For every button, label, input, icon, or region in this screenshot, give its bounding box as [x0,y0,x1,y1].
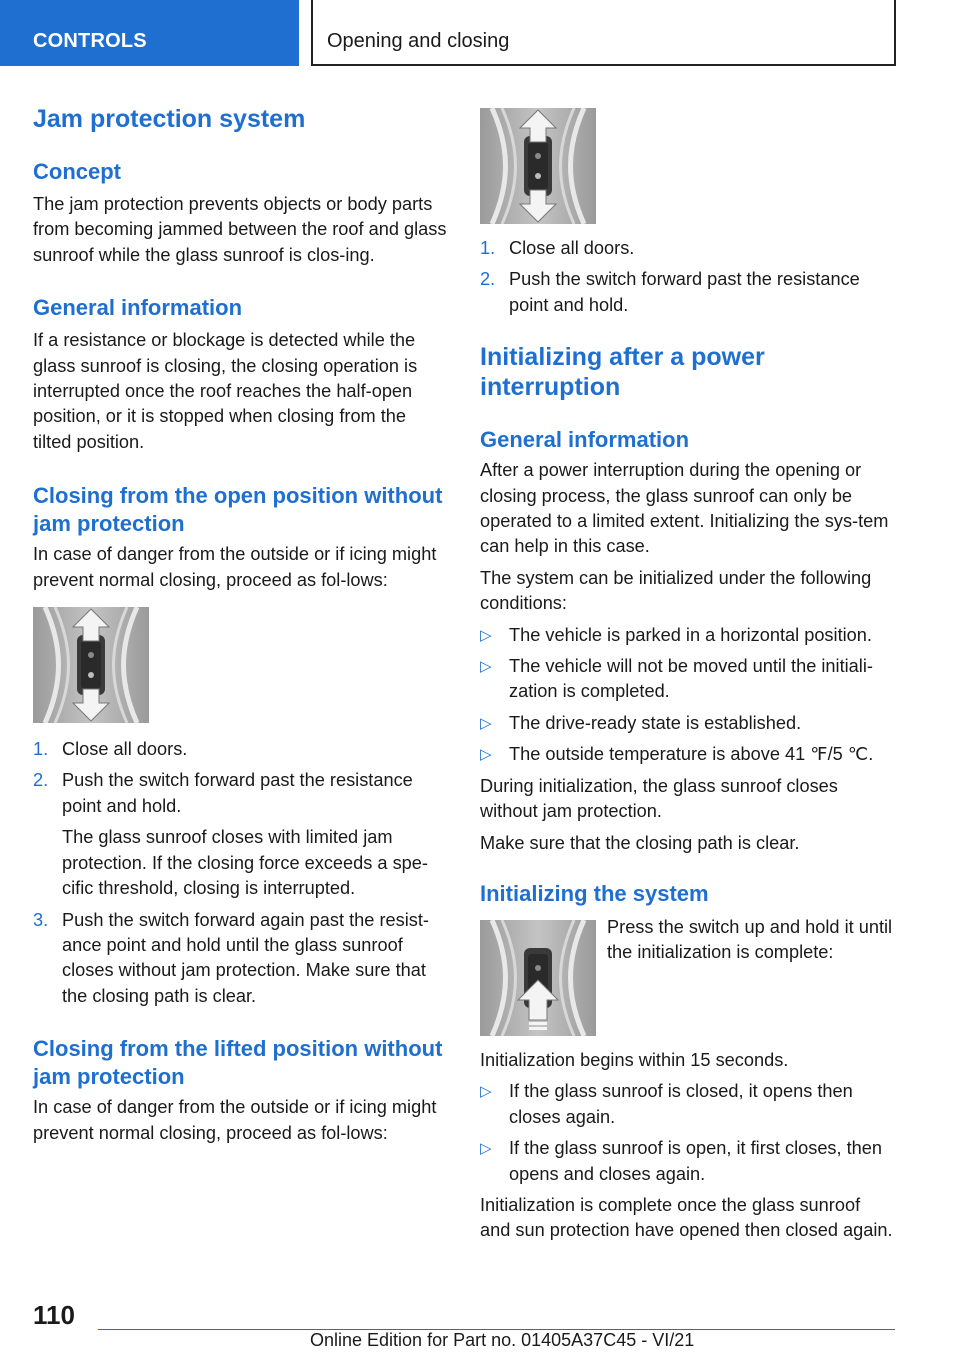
page-number: 110 [33,1300,75,1330]
init-general-heading: General information [480,427,690,453]
footer-edition: Online Edition for Part no. 01405A37C45 - VI/21 [310,1330,695,1350]
list-item: ▷ If the glass sunroof is closed, it opens then closes again. [480,1081,853,1127]
system-row [480,916,895,1036]
switch-illustration [33,607,149,723]
begins-text: Initialization begins within 15 seconds. [480,1049,789,1070]
lifted-position-steps [480,236,895,318]
system-heading: Initializing the system [480,880,709,906]
complete-text: Initialization is complete once the glass sunroof and sun protection have opened then closed again. [480,1194,893,1241]
list-item: 2. Push the switch forward past the resistance point and hold. [480,269,860,315]
open-position-heading: Closing from the open position without jam protection [33,483,443,537]
lifted-position-text: In case of danger from the outside or if icing might prevent normal closing, proceed as fol-lows: [33,1097,437,1143]
chapter-tab [311,0,896,66]
list-item: ▷ The vehicle is parked in a horizontal position. [480,624,872,645]
list-item: ▷ If the glass sunroof is open, it first closes, then opens and closes again. [480,1138,883,1184]
list-item: ▷ The drive-ready state is established. [480,712,802,733]
page-title: Jam protection system [33,105,306,133]
general-heading: General information [33,295,243,321]
lifted-position-heading: Closing from the lifted position without jam protection [33,1036,443,1090]
concept-text: The jam protection prevents objects or body parts from becoming jammed between the roof and glass sunroof while the glass sunroof is clos-ing. [33,194,447,265]
list-item: ▷ The outside temperature is above 41 ℉/5 ℃. [480,744,874,765]
switch-illustration [480,108,596,224]
section-tab [0,0,299,66]
switch-up-illustration [480,920,596,1036]
system-text: Press the switch up and hold it until the initialization is complete: [607,916,893,963]
system-bullets [480,1079,895,1187]
init-general-text: After a power interruption during the opening or closing process, the glass sunroof can only be operated to a limited extent. Initializing the sys-tem can help in this case. [480,460,889,557]
list-item: 1. Close all doors. [33,739,188,760]
list-item: 3. Push the switch forward again past the resist-ance point and hold until the glass sunroof closes without jam protection. Make sure that the closing path is clear. [33,909,429,1006]
list-item: ▷ The vehicle will not be moved until the initiali-zation is completed. [480,656,873,702]
during-text: During initialization, the glass sunroof closes without jam protection. [480,775,838,822]
chapter-label: Opening and closing [327,30,510,52]
section-label: CONTROLS [33,30,147,52]
general-text: If a resistance or blockage is detected while the glass sunroof is closing, the closing operation is interrupted once the roof reaches the half-open position, or it is stopped when closing from the tilted position. [33,330,418,452]
open-position-steps [33,737,447,1009]
init-heading: Initializing after a power interruption [480,343,765,402]
list-item: 1. Close all doors. [480,238,635,258]
right-column [480,100,895,1244]
list-item: 2. Push the switch forward past the resistance point and hold. The glass sunroof closes with limited jam protection. If the closing force exceeds a spe-cific threshold, closing is interrupted. [33,770,428,899]
conditions-list [480,623,895,768]
concept-heading: Concept [33,159,121,184]
conditions-intro: The system can be initialized under the following conditions: [480,567,872,614]
open-position-text: In case of danger from the outside or if icing might prevent normal closing, proceed as fol-lows: [33,544,437,590]
make-sure-text: Make sure that the closing path is clear. [480,832,800,853]
left-column [33,100,447,1146]
